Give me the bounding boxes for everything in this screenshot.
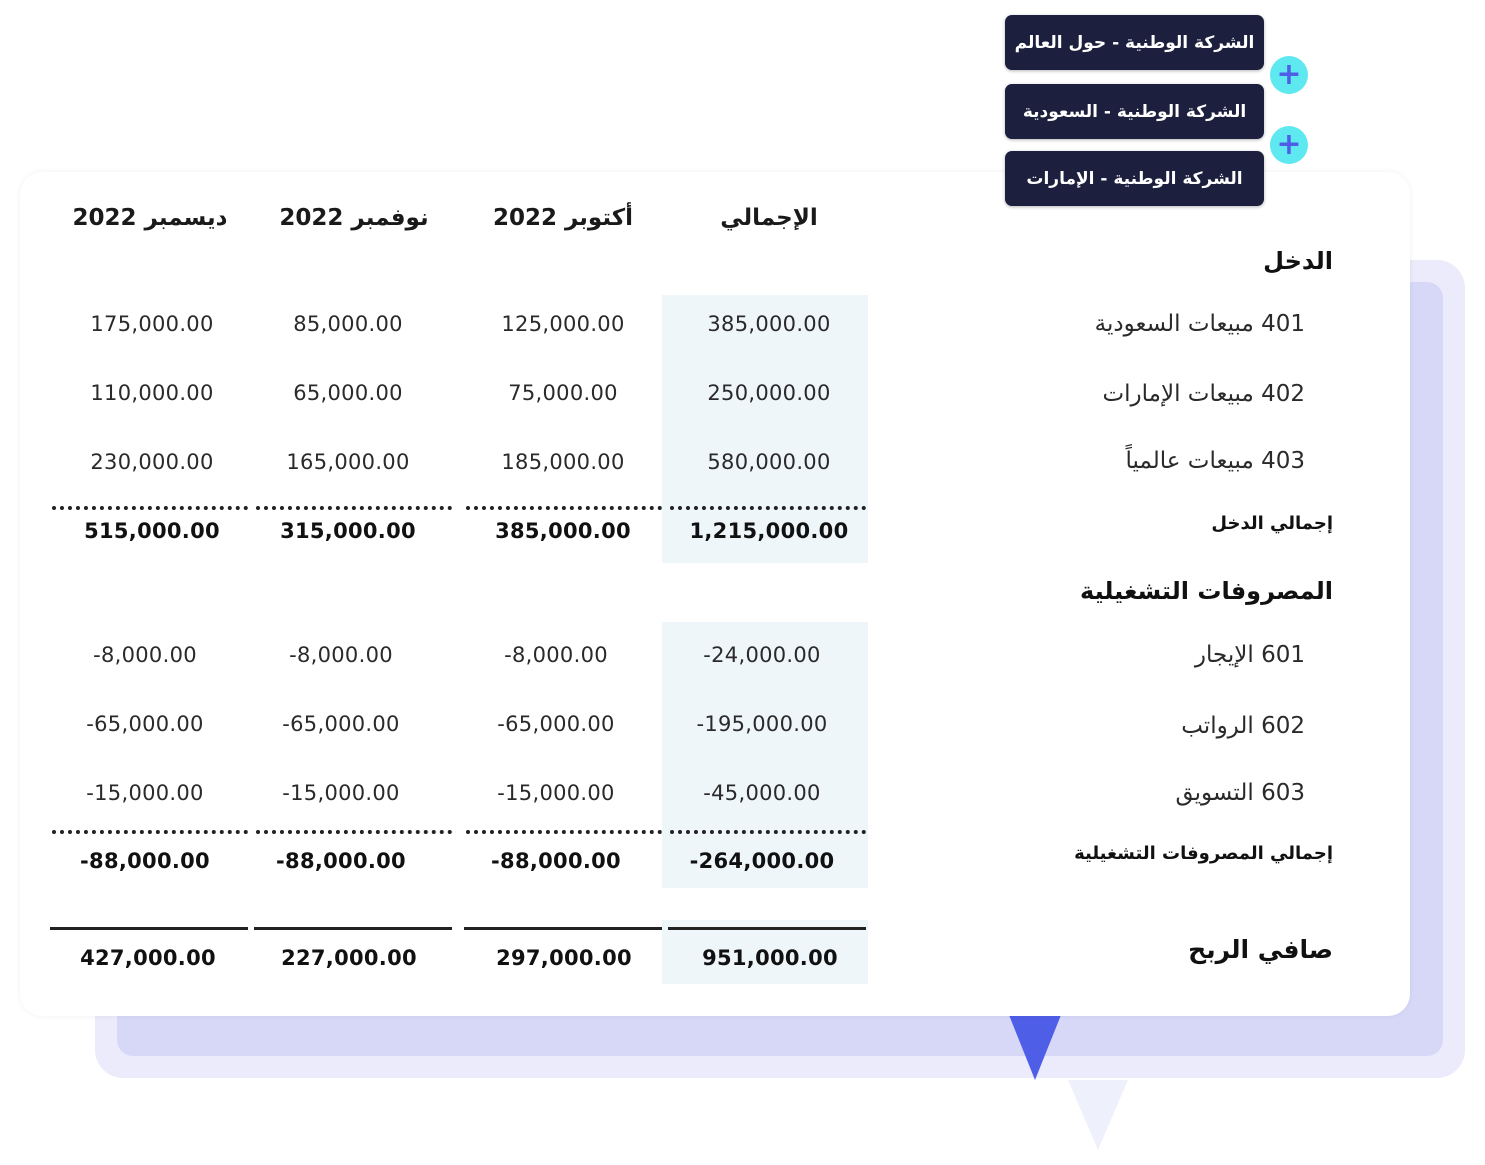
separator-solid [464, 927, 662, 930]
table-cell: -15,000.00 [86, 781, 204, 805]
section-title-expenses: المصروفات التشغيلية [1080, 577, 1333, 605]
total-label-income: إجمالي الدخل [1211, 513, 1333, 534]
table-cell: 110,000.00 [90, 381, 214, 405]
table-cell: -195,000.00 [696, 712, 828, 736]
total-cell: 315,000.00 [280, 519, 416, 543]
table-cell: 75,000.00 [508, 381, 618, 405]
plus-icon[interactable]: + [1270, 126, 1308, 164]
section-title-income: الدخل [1263, 247, 1333, 275]
separator-dotted [256, 830, 452, 834]
column-header-dec: ديسمبر 2022 [72, 205, 228, 231]
row-label: 401 مبيعات السعودية [1094, 311, 1305, 337]
plus-icon[interactable]: + [1270, 56, 1308, 94]
separator-dotted [466, 830, 662, 834]
total-cell: 1,215,000.00 [689, 519, 849, 543]
separator-dotted [466, 506, 662, 510]
row-label: 601 الإيجار [1194, 642, 1305, 668]
separator-dotted [256, 506, 452, 510]
row-label: 602 الرواتب [1181, 713, 1305, 739]
entity-chip-uae[interactable]: الشركة الوطنية - الإمارات [1005, 151, 1264, 206]
column-header-nov: نوفمبر 2022 [279, 205, 429, 231]
entity-chip-saudi[interactable]: الشركة الوطنية - السعودية [1005, 84, 1264, 139]
table-cell: 65,000.00 [293, 381, 403, 405]
total-cell: -88,000.00 [80, 849, 210, 873]
table-cell: -24,000.00 [703, 643, 821, 667]
total-cell: 515,000.00 [84, 519, 220, 543]
total-cell: 385,000.00 [495, 519, 631, 543]
table-cell: -8,000.00 [289, 643, 393, 667]
table-cell: 185,000.00 [501, 450, 625, 474]
pointer-shape [1005, 1005, 1065, 1080]
separator-dotted [670, 506, 866, 510]
column-header-total: الإجمالي [720, 205, 818, 231]
separator-solid [50, 927, 248, 930]
net-profit-cell: 297,000.00 [496, 946, 632, 970]
table-cell: 85,000.00 [293, 312, 403, 336]
table-cell: 250,000.00 [707, 381, 831, 405]
net-profit-cell: 427,000.00 [80, 946, 216, 970]
total-cell: -88,000.00 [276, 849, 406, 873]
table-cell: 165,000.00 [286, 450, 410, 474]
table-cell: -45,000.00 [703, 781, 821, 805]
row-label: 603 التسويق [1175, 780, 1305, 806]
row-label: 402 مبيعات الإمارات [1102, 381, 1305, 407]
separator-solid [254, 927, 452, 930]
table-cell: -65,000.00 [497, 712, 615, 736]
table-cell: -15,000.00 [497, 781, 615, 805]
table-cell: 580,000.00 [707, 450, 831, 474]
total-label-expenses: إجمالي المصروفات التشغيلية [1074, 843, 1333, 864]
table-cell: 385,000.00 [707, 312, 831, 336]
column-header-oct: أكتوبر 2022 [492, 205, 634, 231]
total-cell: -88,000.00 [491, 849, 621, 873]
table-cell: -65,000.00 [86, 712, 204, 736]
total-cell: -264,000.00 [689, 849, 835, 873]
separator-dotted [52, 506, 248, 510]
table-cell: -8,000.00 [93, 643, 197, 667]
pointer-shadow [1068, 1080, 1128, 1150]
row-label: 403 مبيعات عالمياً [1125, 448, 1305, 474]
table-cell: -8,000.00 [504, 643, 608, 667]
net-profit-label: صافي الربح [1188, 935, 1333, 964]
table-cell: -65,000.00 [282, 712, 400, 736]
separator-dotted [52, 830, 248, 834]
table-cell: 125,000.00 [501, 312, 625, 336]
separator-solid [668, 927, 866, 930]
net-profit-cell: 227,000.00 [281, 946, 417, 970]
net-profit-cell: 951,000.00 [702, 946, 838, 970]
table-cell: 175,000.00 [90, 312, 214, 336]
table-cell: 230,000.00 [90, 450, 214, 474]
separator-dotted [670, 830, 866, 834]
table-cell: -15,000.00 [282, 781, 400, 805]
entity-chip-worldwide[interactable]: الشركة الوطنية - حول العالم [1005, 15, 1264, 70]
